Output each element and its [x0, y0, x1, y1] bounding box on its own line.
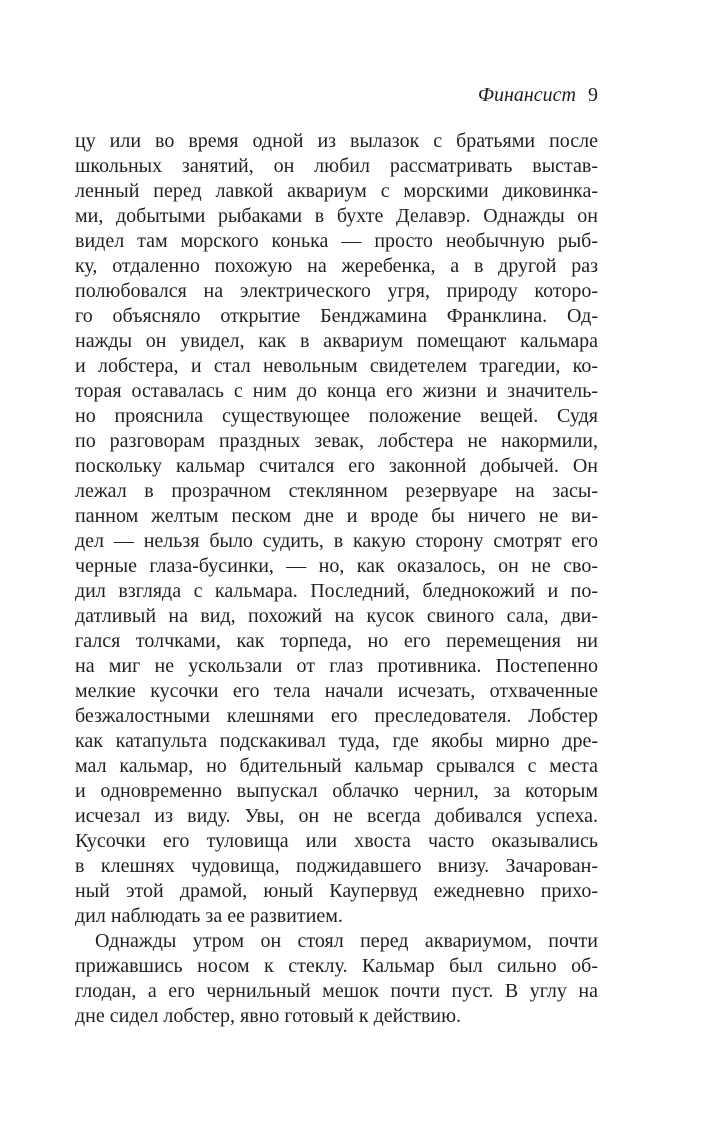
running-header — [75, 84, 598, 106]
text-line: дил наблюдать за ее развитием. — [75, 905, 343, 927]
text-line: черные глаза-бусинки, — но, как оказалось, он не сво- — [75, 555, 598, 577]
text-line: полюбовался на электрического угря, природу которо- — [75, 280, 598, 302]
text-line: на миг не ускользали от глаз противника. Постепенно — [75, 655, 598, 677]
paragraph — [75, 129, 598, 929]
text-line: безжалостными клешнями его преследователя. Лобстер — [75, 705, 598, 727]
text-line: гался толчками, как торпеда, но его перемещения ни — [75, 630, 598, 652]
text-line: Кусочки его туловища или хвоста часто оказывались — [75, 830, 598, 852]
page-number: 9 — [588, 84, 598, 106]
text-line: дне сидел лобстер, явно готовый к действию. — [75, 1005, 462, 1027]
text-line: в клешнях чудовища, поджидавшего внизу. Зачарован- — [75, 855, 598, 877]
text-line: мелкие кусочки его тела начали исчезать, отхваченные — [75, 680, 598, 702]
text-line: глодан, а его чернильный мешок почти пуст. В углу на — [75, 980, 598, 1002]
text-line: как катапульта подскакивал туда, где якобы мирно дре- — [75, 730, 598, 752]
page-body — [75, 129, 598, 1029]
paragraph — [75, 929, 598, 1029]
text-line: цу или во время одной из вылазок с братьями после — [75, 130, 598, 152]
text-line: ми, добытыми рыбаками в бухте Делавэр. Однажды он — [75, 205, 598, 227]
text-line: поскольку кальмар считался его законной добычей. Он — [75, 455, 598, 477]
text-line: датливый на вид, похожий на кусок свиного сала, дви- — [75, 605, 598, 627]
text-line: но прояснила существующее положение вещей. Судя — [75, 405, 598, 427]
text-line: прижавшись носом к стеклу. Кальмар был сильно об- — [75, 955, 598, 977]
text-line: мал кальмар, но бдительный кальмар срывался с места — [75, 755, 598, 777]
text-line: го объясняло открытие Бенджамина Франклина. Од- — [75, 305, 598, 327]
text-line: панном желтым песком дне и вроде бы ничего не ви- — [75, 505, 598, 527]
text-line: исчезал из виду. Увы, он не всегда добивался успеха. — [75, 805, 598, 827]
text-line: нажды он увидел, как в аквариум помещают кальмара — [75, 330, 598, 352]
text-line: ку, отдаленно похожую на жеребенка, а в другой раз — [75, 255, 598, 277]
text-line: по разговорам праздных зевак, лобстера не накормили, — [75, 430, 598, 452]
text-line: и одновременно выпускал облачко чернил, за которым — [75, 780, 598, 802]
text-line: Однажды утром он стоял перед аквариумом, почти — [95, 930, 598, 952]
text-line: и лобстера, и стал невольным свидетелем трагедии, ко- — [75, 355, 598, 377]
running-title: Финансист — [477, 84, 576, 106]
text-line: видел там морского конька — просто необычную рыб- — [75, 230, 598, 252]
text-line: ный этой драмой, юный Каупервуд ежедневно прихо- — [75, 880, 598, 902]
text-line: дил взгляда с кальмара. Последний, бледнокожий и по- — [75, 580, 598, 602]
text-line: школьных занятий, он любил рассматривать выстав- — [75, 155, 598, 177]
text-line: дел — нельзя было судить, в какую сторону смотрят его — [75, 530, 598, 552]
text-line: лежал в прозрачном стеклянном резервуаре на засы- — [75, 480, 598, 502]
text-line: торая оставалась с ним до конца его жизни и значитель- — [75, 380, 598, 402]
text-line: ленный перед лавкой аквариум с морскими диковинка- — [75, 180, 598, 202]
